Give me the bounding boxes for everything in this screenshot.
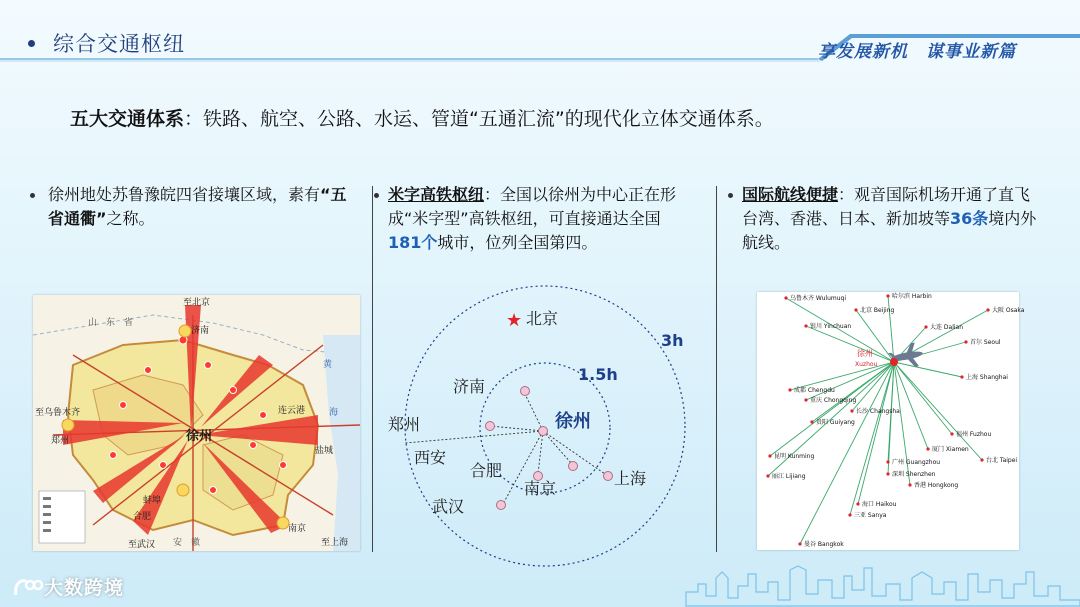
city-label: 贵阳 Guiyang <box>816 419 855 426</box>
map1-label-anhui: 安 徽 <box>173 538 201 548</box>
map1-label-huang: 黄 <box>323 360 333 370</box>
map2-label-shanghai: 上海 <box>614 469 647 488</box>
col2-text-b: 城市，位列全国第四。 <box>437 233 598 252</box>
city-dot <box>950 432 953 435</box>
bullet-icon <box>728 193 733 198</box>
city-dot <box>964 340 967 343</box>
col3-num: 36条 <box>950 209 989 228</box>
city-label: 大连 Dalian <box>930 324 964 331</box>
city-label: 福州 Fuzhou <box>956 431 992 438</box>
title-bullet-icon <box>28 40 35 47</box>
flight-route-line <box>894 362 910 485</box>
city-dot <box>960 375 963 378</box>
city-dot <box>784 296 787 299</box>
page-title: 综合交通枢纽 <box>53 32 185 56</box>
city-label: 香港 Hongkong <box>914 482 959 489</box>
headline-bold: 五大交通体系 <box>70 108 185 130</box>
map2-label-wuhan: 武汉 <box>432 497 465 516</box>
map1-label-jinan: 济南 <box>191 326 210 336</box>
map1-label-zhengzhou: 郑州 <box>51 436 70 446</box>
col3-text-a: ：观音国际机场开通了直飞台湾、香港、日本、新加坡等 <box>742 185 1031 228</box>
map1-label-shanghai: 至上海 <box>321 538 349 548</box>
column-divider-2 <box>716 186 717 552</box>
col2-text-a: ：全国以徐州为中心正在形成“米字型”高铁枢纽，可直接通达全国 <box>388 185 677 228</box>
ring-3h <box>405 286 685 566</box>
map1-label-lianyungang: 连云港 <box>278 406 306 416</box>
map2-label-xian: 西安 <box>414 448 447 467</box>
city-dot <box>986 308 989 311</box>
col3-text-b: 境内外航线。 <box>742 209 1037 252</box>
watermark <box>12 573 124 600</box>
headline <box>70 104 774 131</box>
city-dot <box>886 472 889 475</box>
city-dot <box>926 447 929 450</box>
flight-routes-svg <box>757 292 1025 550</box>
map1-label-yancheng: 盐城 <box>315 446 334 456</box>
city-label: 哈尔滨 Harbin <box>892 293 932 300</box>
flight-routes-map <box>757 292 1025 550</box>
column-3-text <box>742 183 1042 255</box>
city-label: 台北 Taipei <box>986 457 1018 464</box>
city-label: 丽江 Lijiang <box>772 473 806 480</box>
map1-label-hai: 海 <box>329 408 339 418</box>
map3-hub-label: 徐州 <box>857 349 873 358</box>
logo-icon <box>12 575 44 599</box>
map1-label-urumqi: 至乌鲁木齐 <box>35 408 81 418</box>
map2-label-1-5h: 1.5h <box>578 365 618 384</box>
map2-label-nanjing: 南京 <box>524 479 557 498</box>
city-label: 深圳 Shenzhen <box>892 471 936 478</box>
city-label: 首尔 Seoul <box>970 339 1001 346</box>
bullet-icon <box>30 193 35 198</box>
city-dot <box>810 420 813 423</box>
col3-title: 国际航线便捷 <box>742 185 839 204</box>
city-dot <box>768 454 771 457</box>
city-label: 上海 Shanghai <box>966 374 1008 381</box>
map2-label-beijing: 北京 <box>526 309 559 328</box>
city-label: 乌鲁木齐 Wulumuqi <box>790 295 847 302</box>
city-label: 昆明 Kunming <box>774 453 815 460</box>
watermark-text: 大数跨境 <box>44 577 125 599</box>
col1-line-b: 之称。 <box>106 209 155 228</box>
map1-label-bengbu: 蚌埠 <box>143 496 162 506</box>
col1-line-a: 徐州地处苏鲁豫皖四省接壤区域，素有 <box>48 185 321 204</box>
city-label: 北京 Beijing <box>860 307 895 314</box>
city-dot <box>850 409 853 412</box>
hsr-ring-diagram <box>380 286 710 556</box>
city-dot <box>854 308 857 311</box>
star-icon: ★ <box>506 310 523 331</box>
slogan: 享发展新机 谋事业新篇 <box>818 42 1016 62</box>
map2-label-xuzhou: 徐州 <box>555 411 591 432</box>
flight-route-line <box>894 362 928 449</box>
city-dot <box>856 502 859 505</box>
city-dot <box>788 388 791 391</box>
regional-map <box>33 295 360 551</box>
city-dot <box>766 474 769 477</box>
city-label: 银川 Yinchuan <box>810 323 852 330</box>
city-label: 重庆 Chongqing <box>810 397 857 404</box>
city-dot <box>886 460 889 463</box>
map1-label-beijing: 至北京 <box>183 298 211 308</box>
map1-label-nanjing: 南京 <box>288 524 307 534</box>
city-dot <box>908 483 911 486</box>
skyline-decoration <box>686 562 1080 607</box>
map1-label-xuzhou: 徐州 <box>186 429 213 444</box>
city-label: 长沙 Changsha <box>856 408 900 415</box>
map2-label-3h: 3h <box>661 331 684 350</box>
map2-label-zhengzhou: 郑州 <box>388 415 421 434</box>
xuzhou-hub-dot <box>890 358 898 366</box>
column-divider-1 <box>372 186 373 552</box>
city-label: 三亚 Sanya <box>854 512 887 519</box>
column-1-text <box>48 183 358 231</box>
city-label: 海口 Haikou <box>862 501 897 508</box>
flight-route-line <box>888 296 894 362</box>
city-label: 曼谷 Bangkok <box>804 541 844 548</box>
col1-bold: “五省通衢” <box>48 185 347 228</box>
city-label: 大阪 Osaka <box>992 307 1025 314</box>
map3-hub-en: Xuzhou <box>855 361 878 368</box>
map2-label-hefei: 合肥 <box>470 461 503 480</box>
city-dot <box>886 294 889 297</box>
col2-title: 米字高铁枢纽 <box>388 185 485 204</box>
map1-label-hefei: 合肥 <box>133 512 152 522</box>
flight-route-line <box>850 362 894 515</box>
map1-label-wuhan: 至武汉 <box>128 540 156 550</box>
city-label: 厦门 Xiamen <box>932 446 969 453</box>
map1-label-shandong: 山 东 省 <box>88 318 134 328</box>
regional-map-svg <box>33 295 360 551</box>
city-dot <box>798 542 801 545</box>
city-dot <box>924 325 927 328</box>
headline-rest: ：铁路、航空、公路、水运、管道“五通汇流”的现代化立体交通体系。 <box>184 108 774 130</box>
column-2-text <box>388 183 688 255</box>
page-title-group <box>28 28 185 58</box>
city-dot <box>848 513 851 516</box>
city-dot <box>980 458 983 461</box>
city-dot <box>804 398 807 401</box>
city-dot <box>804 324 807 327</box>
col2-num: 181个 <box>388 233 438 252</box>
bullet-icon <box>374 193 379 198</box>
city-label: 广州 Guangzhou <box>892 459 941 466</box>
map2-label-jinan: 济南 <box>453 377 486 396</box>
city-label: 成都 Chengdu <box>794 387 835 394</box>
